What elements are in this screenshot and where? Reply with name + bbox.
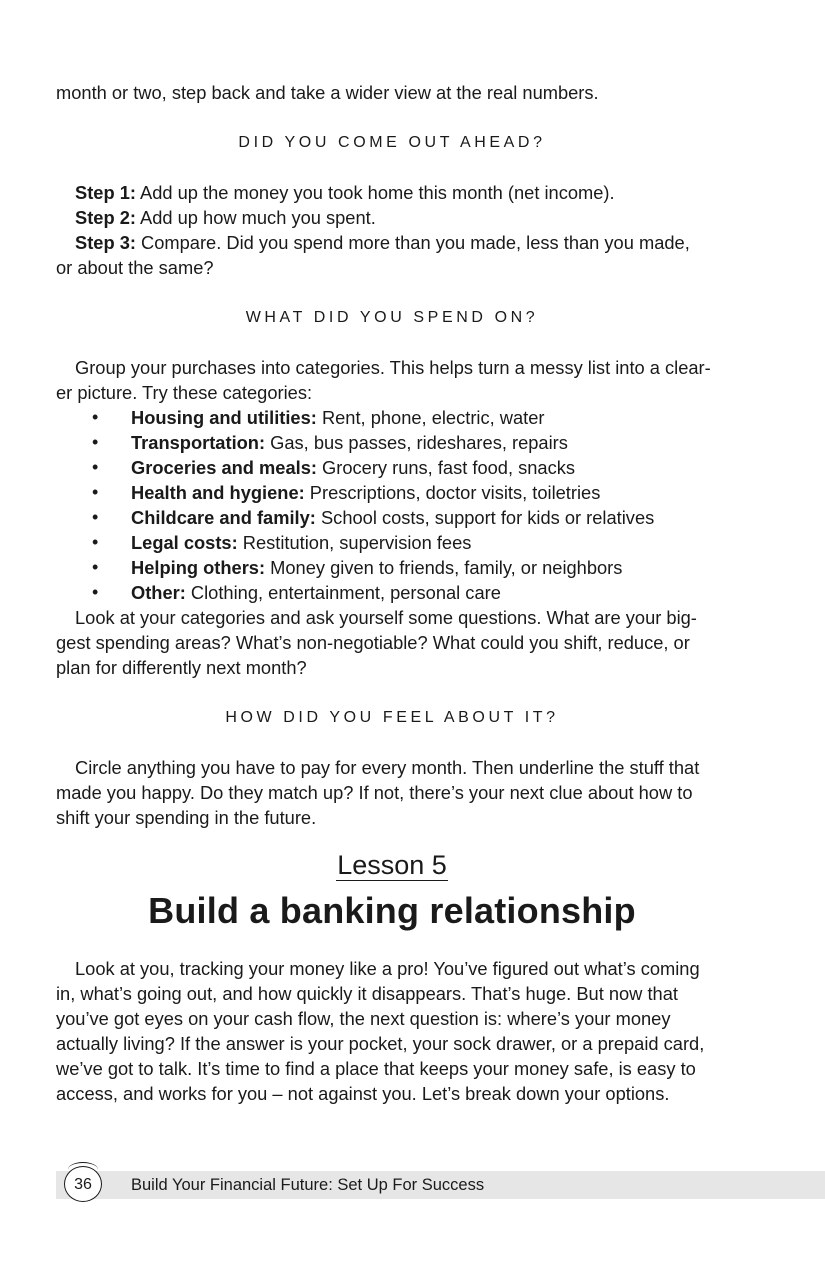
- section-heading-spend: WHAT DID YOU SPEND ON?: [245, 309, 539, 326]
- lesson-title: Build a banking relationship: [148, 890, 636, 931]
- lesson-line4: actually living? If the answer is your pocket, your sock drawer, or a prepaid card,: [56, 1033, 705, 1054]
- categories-intro-line2: er picture. Try these categories:: [56, 382, 313, 403]
- lesson-line6: access, and works for you – not against you. Let’s break down your options.: [56, 1083, 670, 1104]
- bullet-icon: •: [92, 507, 99, 527]
- step-3-continued: or about the same?: [56, 257, 214, 278]
- intro-paragraph: month or two, step back and take a wider view at the real numbers.: [56, 82, 599, 103]
- list-item: • Other: Clothing, entertainment, personal care: [92, 582, 501, 603]
- page-content: [56, 80, 728, 1106]
- bullet-icon: •: [92, 557, 99, 577]
- bullet-icon: •: [92, 482, 99, 502]
- categories-outro-line3: plan for differently next month?: [56, 657, 307, 678]
- section-heading-feel: HOW DID YOU FEEL ABOUT IT?: [225, 709, 559, 726]
- categories-outro-line1: Look at your categories and ask yourself some questions. What are your big-: [75, 607, 697, 628]
- step-1: Step 1: Add up the money you took home this month (net income).: [75, 182, 615, 203]
- bullet-icon: •: [92, 532, 99, 552]
- list-item: • Housing and utilities: Rent, phone, electric, water: [92, 407, 545, 428]
- page-number: 36: [64, 1166, 102, 1202]
- footer-book-title: Build Your Financial Future: Set Up For Success: [131, 1176, 485, 1194]
- list-item: • Health and hygiene: Prescriptions, doctor visits, toiletries: [92, 482, 601, 503]
- lesson-number: Lesson 5: [337, 850, 447, 880]
- categories-intro-line1: Group your purchases into categories. This helps turn a messy list into a clear-: [75, 357, 711, 378]
- feel-line3: shift your spending in the future.: [56, 807, 317, 828]
- category-list: [56, 405, 728, 605]
- bullet-icon: •: [92, 457, 99, 477]
- lesson-line2: in, what’s going out, and how quickly it disappears. That’s huge. But now that: [56, 983, 678, 1004]
- bullet-icon: •: [92, 582, 99, 602]
- list-item: • Childcare and family: School costs, support for kids or relatives: [92, 507, 655, 528]
- step-2: Step 2: Add up how much you spent.: [75, 207, 376, 228]
- categories-outro-line2: gest spending areas? What’s non-negotiable? What could you shift, reduce, or: [56, 632, 690, 653]
- feel-line2: made you happy. Do they match up? If not, there’s your next clue about how to: [56, 782, 693, 803]
- list-item: • Transportation: Gas, bus passes, rideshares, repairs: [92, 432, 568, 453]
- section-heading-ahead: DID YOU COME OUT AHEAD?: [238, 134, 546, 151]
- list-item: • Helping others: Money given to friends, family, or neighbors: [92, 557, 623, 578]
- lesson-line3: you’ve got eyes on your cash flow, the next question is: where’s your money: [56, 1008, 671, 1029]
- bullet-icon: •: [92, 432, 99, 452]
- lesson-line5: we’ve got to talk. It’s time to find a place that keeps your money safe, is easy to: [56, 1058, 696, 1079]
- list-item: • Groceries and meals: Grocery runs, fast food, snacks: [92, 457, 576, 478]
- step-3: Step 3: Compare. Did you spend more than you made, less than you made,: [75, 232, 690, 253]
- bullet-icon: •: [92, 407, 99, 427]
- feel-line1: Circle anything you have to pay for every month. Then underline the stuff that: [75, 757, 700, 778]
- lesson-line1: Look at you, tracking your money like a pro! You’ve figured out what’s coming: [75, 958, 700, 979]
- list-item: • Legal costs: Restitution, supervision fees: [92, 532, 472, 553]
